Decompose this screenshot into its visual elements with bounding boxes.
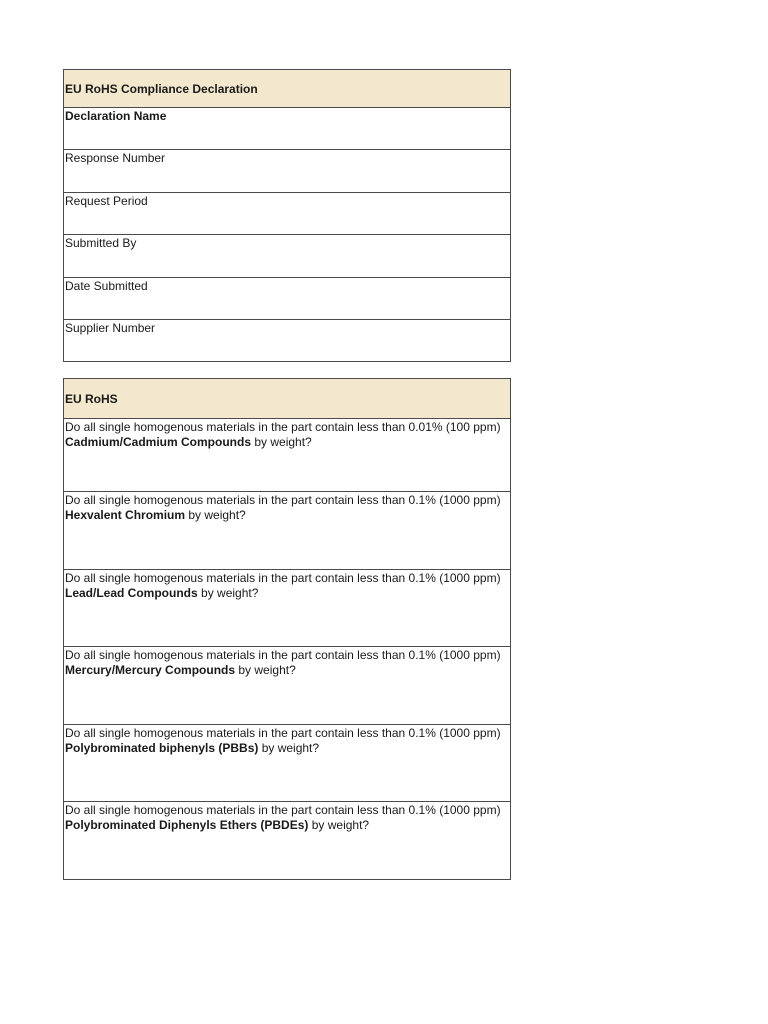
field-label: Response Number xyxy=(65,151,166,166)
field-label: Date Submitted xyxy=(65,278,148,293)
field-supplier-number[interactable] xyxy=(63,320,511,362)
question-text: Do all single homogenous materials in the part contain less than 0.01% (100 ppm) xyxy=(65,420,501,434)
question-pbde[interactable] xyxy=(63,802,511,880)
question-mercury[interactable] xyxy=(63,647,511,725)
question-substance: Mercury/Mercury Compounds xyxy=(65,663,236,678)
question-text: Do all single homogenous materials in the part contain less than 0.1% (1000 ppm) xyxy=(65,493,501,507)
field-request-period[interactable] xyxy=(63,193,511,235)
question-substance: Polybrominated biphenyls (PBBs) xyxy=(65,740,259,755)
declaration-table xyxy=(63,69,511,362)
field-label: Declaration Name xyxy=(65,109,167,123)
question-lead[interactable] xyxy=(63,570,511,648)
field-response-number[interactable] xyxy=(63,150,511,192)
question-text: Do all single homogenous materials in the part contain less than 0.1% (1000 ppm) xyxy=(65,725,501,740)
question-text: Do all single homogenous materials in the part contain less than 0.1% (1000 ppm) xyxy=(65,803,501,818)
question-suffix: by weight? xyxy=(251,435,312,449)
question-cadmium[interactable] xyxy=(63,419,511,492)
question-chromium[interactable] xyxy=(63,492,511,570)
question-suffix: by weight? xyxy=(197,585,259,600)
question-substance: Polybrominated Diphenyls Ethers (PBDEs) xyxy=(65,818,309,833)
rohs-title-text: EU RoHS xyxy=(65,391,118,406)
field-label: Submitted By xyxy=(65,236,137,251)
field-label: Supplier Number xyxy=(65,320,156,335)
declaration-title-text: EU RoHS Compliance Declaration xyxy=(65,81,258,96)
declaration-title xyxy=(63,69,511,108)
field-label: Request Period xyxy=(65,193,148,208)
question-text: Do all single homogenous materials in the part contain less than 0.1% (1000 ppm) xyxy=(65,570,501,585)
field-declaration-name[interactable] xyxy=(63,108,511,150)
question-substance: Lead/Lead Compounds xyxy=(65,585,198,600)
question-suffix: by weight? xyxy=(235,663,296,678)
question-suffix: by weight? xyxy=(258,740,320,755)
question-pbb[interactable] xyxy=(63,725,511,803)
question-substance: Cadmium/Cadmium Compounds xyxy=(65,435,252,449)
question-suffix: by weight? xyxy=(185,508,246,522)
rohs-table xyxy=(63,378,511,880)
field-date-submitted[interactable] xyxy=(63,278,511,320)
question-suffix: by weight? xyxy=(308,818,370,833)
rohs-title xyxy=(63,378,511,419)
question-substance: Hexvalent Chromium xyxy=(65,508,186,522)
question-text: Do all single homogenous materials in the part contain less than 0.1% (1000 ppm) xyxy=(65,648,501,663)
field-submitted-by[interactable] xyxy=(63,235,511,277)
